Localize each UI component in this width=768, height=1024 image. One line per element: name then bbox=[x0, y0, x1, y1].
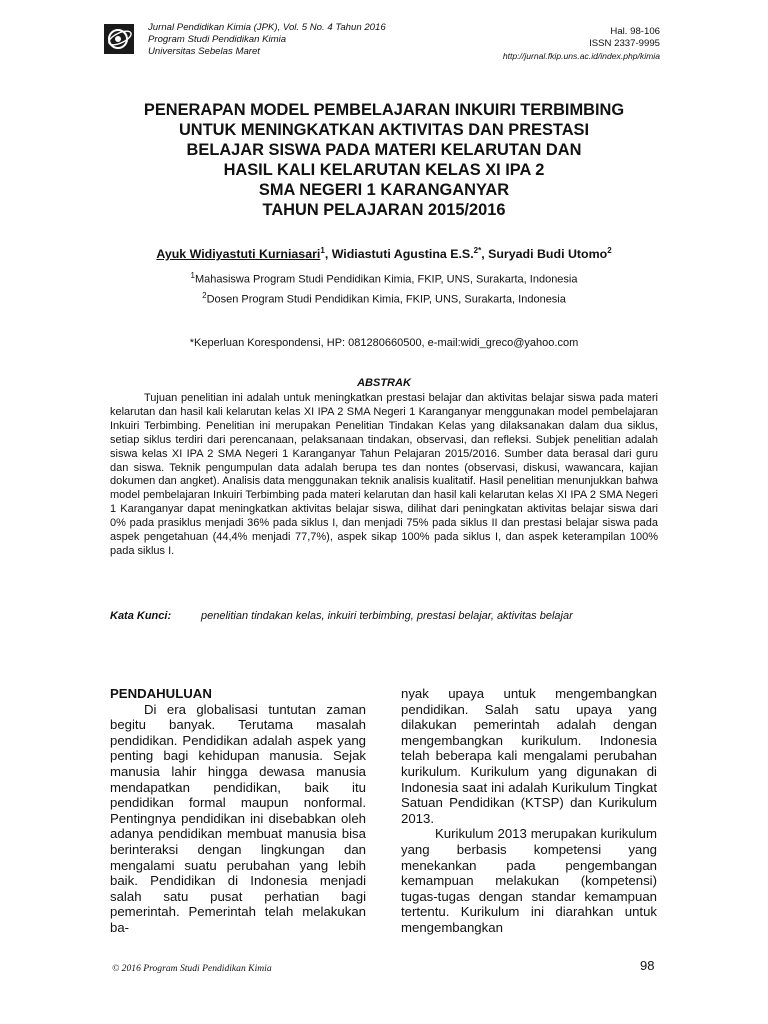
correspondence: *Keperluan Korespondensi, HP: 081280660500, e-mail:widi_greco@yahoo.com bbox=[189, 337, 579, 349]
author-affiliation-mark: 2 bbox=[607, 246, 612, 255]
author-separator: , bbox=[481, 247, 489, 262]
paper-title bbox=[90, 100, 678, 220]
title-line: UNTUK MENINGKATKAN AKTIVITAS DAN PRESTASI bbox=[178, 121, 590, 139]
body-paragraph: Kurikulum 2013 merupakan kurikulum yang berbasis kompetensi yang menekankan pada pengembangan kemampuan melakukan (kompetensi) tugas-tugas dengan standar kemampuan tertentu. Kurikulum ini diarahkan untuk mengembangkan bbox=[401, 826, 657, 935]
title-line: SMA NEGERI 1 KARANGANYAR bbox=[258, 181, 510, 199]
keywords-label: Kata Kunci: bbox=[110, 610, 172, 622]
affiliation bbox=[90, 271, 678, 286]
author-affiliation-mark: 2* bbox=[473, 246, 482, 255]
journal-logo-icon bbox=[104, 24, 134, 54]
title-line: HASIL KALI KELARUTAN KELAS XI IPA 2 bbox=[223, 161, 545, 179]
affiliation-mark: 2 bbox=[202, 291, 207, 300]
keywords-text: penelitian tindakan kelas, inkuiri terbimbing, prestasi belajar, aktivitas belajar bbox=[201, 610, 573, 622]
affiliation bbox=[90, 291, 678, 306]
author-name: Suryadi Budi Utomo bbox=[488, 247, 608, 262]
section-heading: PENDAHULUAN bbox=[110, 686, 212, 701]
author-list bbox=[90, 246, 678, 261]
journal-url[interactable]: http://jurnal.fkip.uns.ac.id/index.php/kimia bbox=[502, 51, 660, 61]
journal-program: Program Studi Pendidikan Kimia bbox=[148, 34, 287, 45]
body-paragraph: nyak upaya untuk mengembangkan pendidikan. Salah satu upaya yang dilakukan pemerintah adalah dengan mengembangkan kurikulum. Indonesia telah beberapa kali mengalami perubahan kurikulum. Kurikulum yang digunakan di Indonesia saat ini adalah Kurikulum Tingkat Satuan Pendidikan (KTSP) dan Kurikulum 2013. bbox=[401, 686, 657, 826]
affiliation-text: Dosen Program Studi Pendidikan Kimia, FKIP, UNS, Surakarta, Indonesia bbox=[206, 293, 566, 306]
author-separator: , bbox=[324, 247, 332, 262]
journal-name: Jurnal Pendidikan Kimia (JPK), Vol. 5 No. 4 Tahun 2016 bbox=[148, 22, 386, 33]
page-range: Hal. 98-106 bbox=[610, 26, 660, 37]
author-name: Widiastuti Agustina E.S. bbox=[331, 247, 474, 262]
title-line: BELAJAR SISWA PADA MATERI KELARUTAN DAN bbox=[186, 141, 582, 159]
journal-header bbox=[104, 22, 660, 70]
affiliation-mark: 1 bbox=[190, 271, 195, 280]
journal-meta bbox=[503, 26, 660, 62]
author-affiliation-mark: 1 bbox=[320, 246, 325, 255]
author-name: Ayuk Widiyastuti Kurniasari bbox=[156, 247, 321, 262]
body-paragraph: Di era globalisasi tuntutan zaman begitu banyak. Terutama masalah pendidikan. Pendidikan adalah aspek yang penting bagi kehidupan manusia. Sejak manusia lahir hingga dewasa manusia mendapatkan pendidikan, baik itu pendidikan formal maupun nonformal. Pentingnya pendidikan ini disebabkan oleh adanya pendidikan membuat manusia bisa berinteraksi dengan lingkungan dan mengalami suatu perubahan yang lebih baik. Pendidikan di Indonesia menjadi salah satu pusat perhatian bagi pemerintah. Pemerintah telah melakukan ba- bbox=[110, 701, 366, 935]
abstract-body: Tujuan penelitian ini adalah untuk meningkatkan prestasi belajar dan aktivitas belajar siswa pada materi kelarutan dan hasil kali kelarutan kelas XI IPA 2 SMA Negeri 1 Karanganyar menggunakan model pembelajaran Inkuiri Terbimbing. Penelitian ini merupakan Penelitian Tindakan Kelas yang dilaksanakan dalam dua siklus, setiap siklus terdiri dari perencanaan, pelaksanaan tindakan, observasi, dan refleksi. Subjek penelitian adalah siswa kelas XI IPA 2 SMA Negeri 1 Karanganyar Tahun Pelajaran 2015/2016. Sumber data berasal dari guru dan siswa. Teknik pengumpulan data adalah berupa tes dan nontes (observasi, diskusi, wawancara, kajian dokumen dan angket). Analisis data menggunakan teknik analisis kualitatif. Hasil penelitian menunjukkan bahwa model pembelajaran Inkuiri Terbimbing pada materi kelarutan dan hasil kali kelarutan kelas XI IPA 2 SMA Negeri 1 Karanganyar dapat meningkatkan aktivitas belajar siswa, dilihat dari peningkatan aktivitas belajar siswa dari 0% pada prasiklus menjadi 36% pada siklus I, dan menjadi 75% pada siklus II dan prestasi belajar siswa pada aspek pengetahuan (44,4% menjadi 77,7%), aspek sikap 100% pada siklus I, dan aspek keterampilan 100% pada siklus I. bbox=[110, 392, 658, 557]
issn: ISSN 2337-9995 bbox=[589, 38, 660, 49]
title-line: TAHUN PELAJARAN 2015/2016 bbox=[262, 201, 506, 219]
body-column-left bbox=[110, 686, 366, 936]
affiliation-text: Mahasiswa Program Studi Pendidikan Kimia, FKIP, UNS, Surakarta, Indonesia bbox=[194, 273, 578, 286]
title-line: PENERAPAN MODEL PEMBELAJARAN INKUIRI TERBIMBING bbox=[143, 101, 625, 119]
footer-copyright: © 2016 Program Studi Pendidikan Kimia bbox=[112, 963, 272, 974]
journal-university: Universitas Sebelas Maret bbox=[148, 46, 260, 57]
body-column-right bbox=[401, 686, 657, 936]
journal-info bbox=[148, 22, 386, 58]
abstract-heading: ABSTRAK bbox=[357, 377, 411, 389]
keywords bbox=[110, 610, 658, 622]
page-number: 98 bbox=[640, 958, 655, 973]
